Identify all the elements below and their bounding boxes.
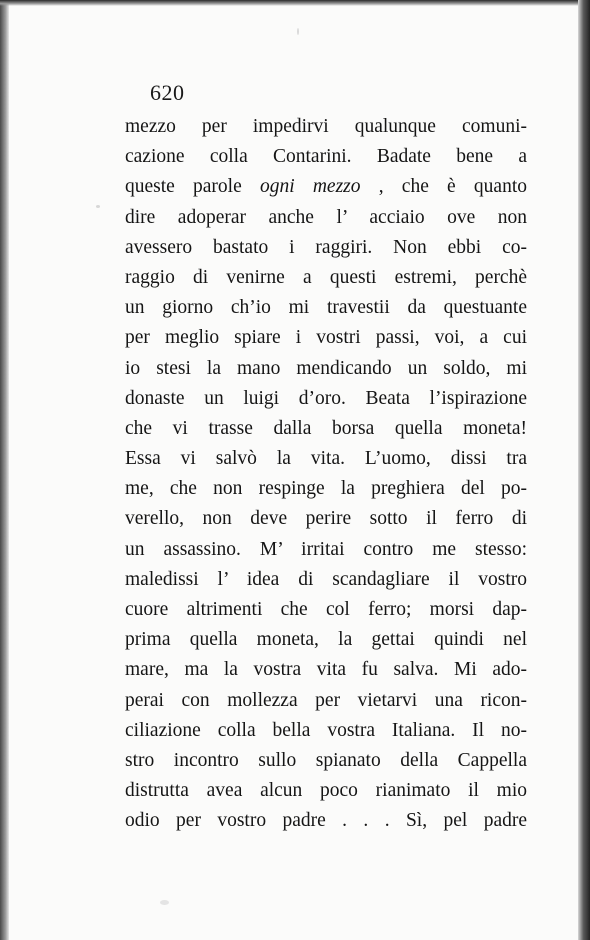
text-line <box>125 565 527 595</box>
text-line <box>125 263 527 293</box>
text-run: maledissi l’ idea di scandagliare il vostro <box>125 568 527 590</box>
page-right-edge <box>578 0 590 940</box>
text-run: queste parole <box>125 176 260 198</box>
text-line <box>125 535 527 565</box>
text-line <box>125 504 527 534</box>
text-run: Essa vi salvò la vita. L’uomo, dissi tra <box>125 448 527 470</box>
text-run: ciliazione colla bella vostra Italiana. Il no- <box>125 719 527 741</box>
text-line <box>125 595 527 625</box>
text-line <box>125 384 527 414</box>
text-run: dire adoperar anche l’ acciaio ove non <box>125 206 527 228</box>
text-run: cuore altrimenti che col ferro; morsi dap- <box>125 599 527 620</box>
text-run: me, che non respinge la preghiera del po- <box>125 478 527 500</box>
text-line <box>125 474 527 504</box>
text-run: io stesi la mano mendicando un soldo, mi <box>125 357 527 379</box>
body-text <box>125 112 527 837</box>
text-line <box>125 172 527 202</box>
text-line <box>125 746 527 776</box>
text-line <box>125 112 527 142</box>
text-run: raggio di venirne a questi estremi, perchè <box>125 266 527 288</box>
text-line <box>125 293 527 323</box>
text-line <box>125 142 527 172</box>
text-run: un assassino. M’ irritai contro me stesso: <box>125 538 527 560</box>
text-line <box>125 414 527 444</box>
text-line <box>125 233 527 263</box>
text-run: verello, non deve perire sotto il ferro di <box>125 508 527 530</box>
text-run: , che è quanto <box>360 176 527 198</box>
text-line <box>125 203 527 233</box>
text-line <box>125 444 527 474</box>
page-top-edge <box>0 0 590 6</box>
page-number: 620 <box>150 80 185 105</box>
text-line <box>125 655 527 685</box>
text-run: che vi trasse dalla borsa quella moneta! <box>125 417 527 439</box>
page-spine-shadow <box>0 0 9 940</box>
text-line <box>125 323 527 353</box>
paper-speck <box>96 205 100 208</box>
text-run: avessero bastato i raggiri. Non ebbi co- <box>125 236 527 258</box>
text-run: stro incontro sullo spianato della Cappella <box>125 749 527 771</box>
text-run: per meglio spiare i vostri passi, voi, a cui <box>125 327 527 349</box>
text-run: prima quella moneta, la gettai quindi nel <box>125 629 527 651</box>
italic-text: ogni mezzo <box>259 176 361 198</box>
text-line <box>125 806 527 836</box>
text-line <box>125 686 527 716</box>
text-line <box>125 716 527 746</box>
text-run: perai con mollezza per vietarvi una ricon- <box>125 689 527 711</box>
text-line <box>125 625 527 655</box>
paper-speck <box>297 28 299 35</box>
text-line <box>125 354 527 384</box>
text-run: cazione colla Contarini. Badate bene a <box>125 146 527 168</box>
text-run: mare, ma la vostra vita fu salva. Mi ado- <box>125 659 527 681</box>
text-run: distrutta avea alcun poco rianimato il mio <box>125 780 527 802</box>
text-run: un giorno ch’io mi travestii da questuante <box>125 297 527 319</box>
paper-speck <box>160 900 169 905</box>
text-run: odio per vostro padre . . . Sì, pel padre <box>125 810 527 832</box>
text-run: donaste un luigi d’oro. Beata l’ispirazione <box>125 387 527 409</box>
text-run: mezzo per impedirvi qualunque comuni- <box>125 116 527 137</box>
text-line <box>125 776 527 806</box>
